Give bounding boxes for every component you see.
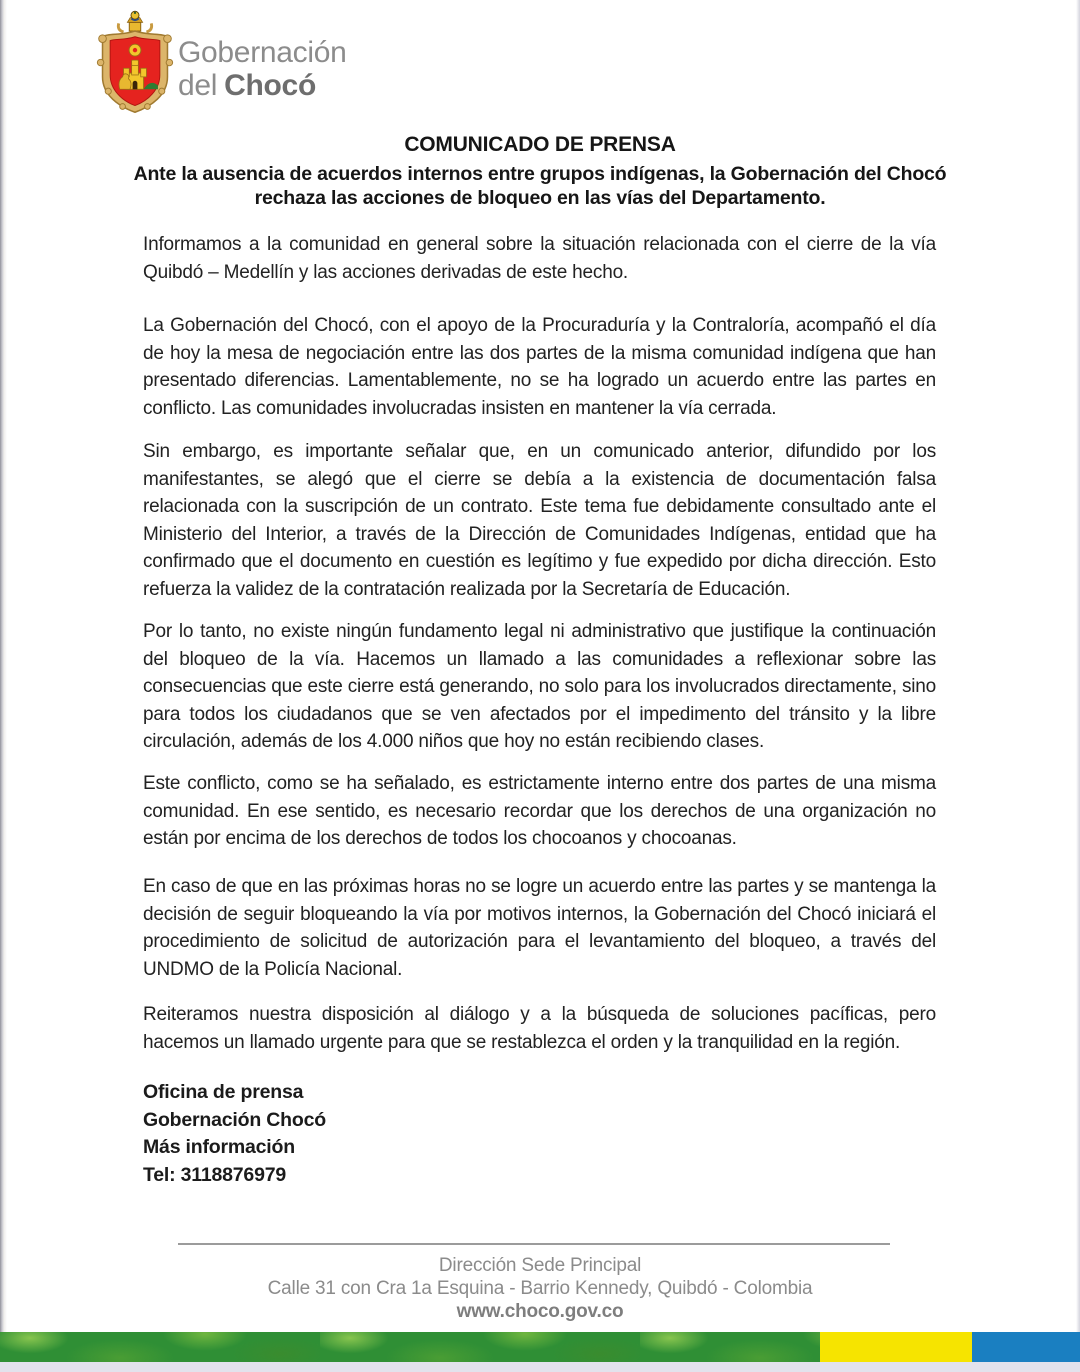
footer [0,1254,1080,1323]
paragraph-2: La Gobernación del Chocó, con el apoyo de la Procuraduría y la Contraloría, acompañó el día de hoy la mesa de negociación entre las dos partes de la misma comunidad indígena que han presentado diferencias. Lamentablemente, no se ha logrado un acuerdo entre las partes en conflicto. Las comunidades involucradas insisten en mantener la vía cerrada. [143,315,936,419]
paragraph-7: Reiteramos nuestra disposición al diálogo y a la búsqueda de soluciones pacíficas, pero hacemos un llamado urgente para que se restablezca el orden y la tranquilidad en la región. [143,1004,936,1053]
paragraph-4: Por lo tanto, no existe ningún fundamento legal ni administrativo que justifique la continuación del bloqueo de la vía. Hacemos un llamado a las comunidades a reflexionar sobre las consecuencias que este cierre está generando, no solo para los involucrados directamente, sino para todos los ciudadanos que se ven afectados por el impedimento del tránsito y la libre circulación, además de los 4.000 niños que hoy no están recibiendo clases. [143,621,936,752]
signature-block [143,1079,326,1189]
document-title: COMUNICADO DE PRENSA [404,133,676,156]
page-right-edge [1076,0,1080,1372]
org-name [178,36,346,102]
footer-address-line: Calle 31 con Cra 1a Esquina - Barrio Kennedy, Quibdó - Colombia [267,1278,813,1299]
footer-website: www.choco.gov.co [456,1301,624,1322]
leaf-texture-band [0,1332,820,1362]
photo-bottom-edge [0,1362,1080,1372]
yellow-band [820,1332,972,1362]
bottom-color-strip [0,1332,1080,1362]
paragraph-5: Este conflicto, como se ha señalado, es estrictamente interno entre dos partes de una misma comunidad. En ese sentido, es necesario recordar que los derechos de una organización no están por encima de los derechos de todos los chocoanos y chocoanas. [143,773,936,849]
signature-org: Gobernación Chocó [143,1108,326,1131]
org-name-line2: del Chocó [178,69,316,102]
choco-coat-of-arms-icon [92,10,178,122]
signature-office: Oficina de prensa [143,1081,304,1103]
blue-band [972,1332,1080,1362]
signature-more-info: Más información [143,1136,295,1158]
signature-phone: Tel: 3118876979 [143,1163,287,1186]
paragraph-1: Informamos a la comunidad en general sobre la situación relacionada con el cierre de la vía Quibdó – Medellín y las acciones derivadas de este hecho. [143,234,936,283]
footer-address-title: Dirección Sede Principal [438,1255,642,1276]
paragraph-3: Sin embargo, es importante señalar que, en un comunicado anterior, difundido por los manifestantes, se alegó que el cierre se debía a la existencia de documentación falsa relacionada con la suscripción de un contrato. Este tema fue debidamente consultado ante el Ministerio del Interior, a través de la Dirección de Comunidades Indígenas, entidad que ha confirmado que el documento en cuestión es legítimo y fue expedido por dicha dirección. Esto refuerza la validez de la contratación realizada por la Secretaría de Educación. [143,441,936,600]
page-left-edge [0,0,7,1372]
footer-divider [178,1243,890,1245]
document-subtitle: Ante la ausencia de acuerdos internos entre grupos indígenas, la Gobernación del Chocó rechaza las acciones de bloqueo en las vías del Departamento. [133,163,947,209]
org-name-line1: Gobernación [178,36,347,69]
paragraph-6: En caso de que en las próximas horas no se logre un acuerdo entre las partes y se mantenga la decisión de seguir bloqueando la vía por motivos internos, la Gobernación del Chocó iniciará el procedimiento de solicitud de autorización para el levantamiento del bloqueo, a través del UNDMO de la Policía Nacional. [143,876,936,980]
